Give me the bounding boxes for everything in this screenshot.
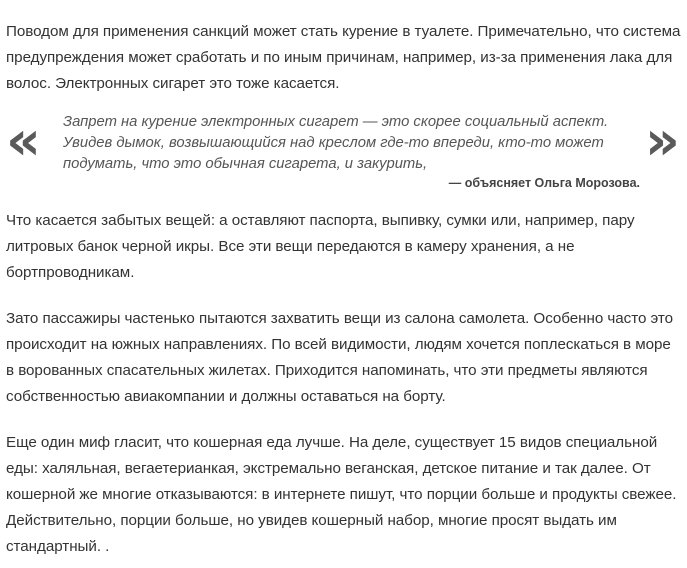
paragraph-smoking-sanctions: Поводом для применения санкций может стать курение в туалете. Примечательно, что система предупреждения может сработать и по иным причинам, например, из-за применения лака для волос. Электронных сигарет это тоже касается.: [6, 23, 681, 92]
paragraph-stolen-items: Зато пассажиры частенько пытаются захватить вещи из салона самолета. Особенно часто это происходит на южных направлениях. По всей видимости, людям хочется поплескаться в море в ворованных спасательных жилетах. Приходится напоминать, что эти предметы являются собственностью авиакомпании и должны оставаться на борту.: [6, 310, 674, 405]
open-quote-icon: «: [6, 109, 41, 172]
quote-text: Запрет на курение электронных сигарет — это скорее социальный аспект. Увидев дымок, возвышающийся над креслом где-то впереди, кто-то может подумать, что это обычная сигарета, и закурить,: [63, 114, 609, 172]
paragraph-kosher-food: Еще один миф гласит, что кошерная еда лучше. На деле, существует 15 видов специальной еды: халяльная, вегаетерианкая, экстремально веганская, детское питание и так далее. От кошерной же многие отказываются: в интернете пишут, что порции больше и продукты свежее. Действительно, порции больше, но увидев кошерный набор, многие просят выдать им стандартный. .: [6, 434, 677, 555]
quote-author: — объясняет Ольга Морозова.: [448, 176, 640, 190]
blockquote: [6, 109, 687, 194]
paragraph-forgotten-items: Что касается забытых вещей: а оставляют паспорта, выпивку, сумки или, например, пару литровых банок черной икры. Все эти вещи передаются в камеру хранения, а не бортпроводникам.: [6, 212, 635, 281]
close-quote-icon: »: [645, 109, 680, 172]
